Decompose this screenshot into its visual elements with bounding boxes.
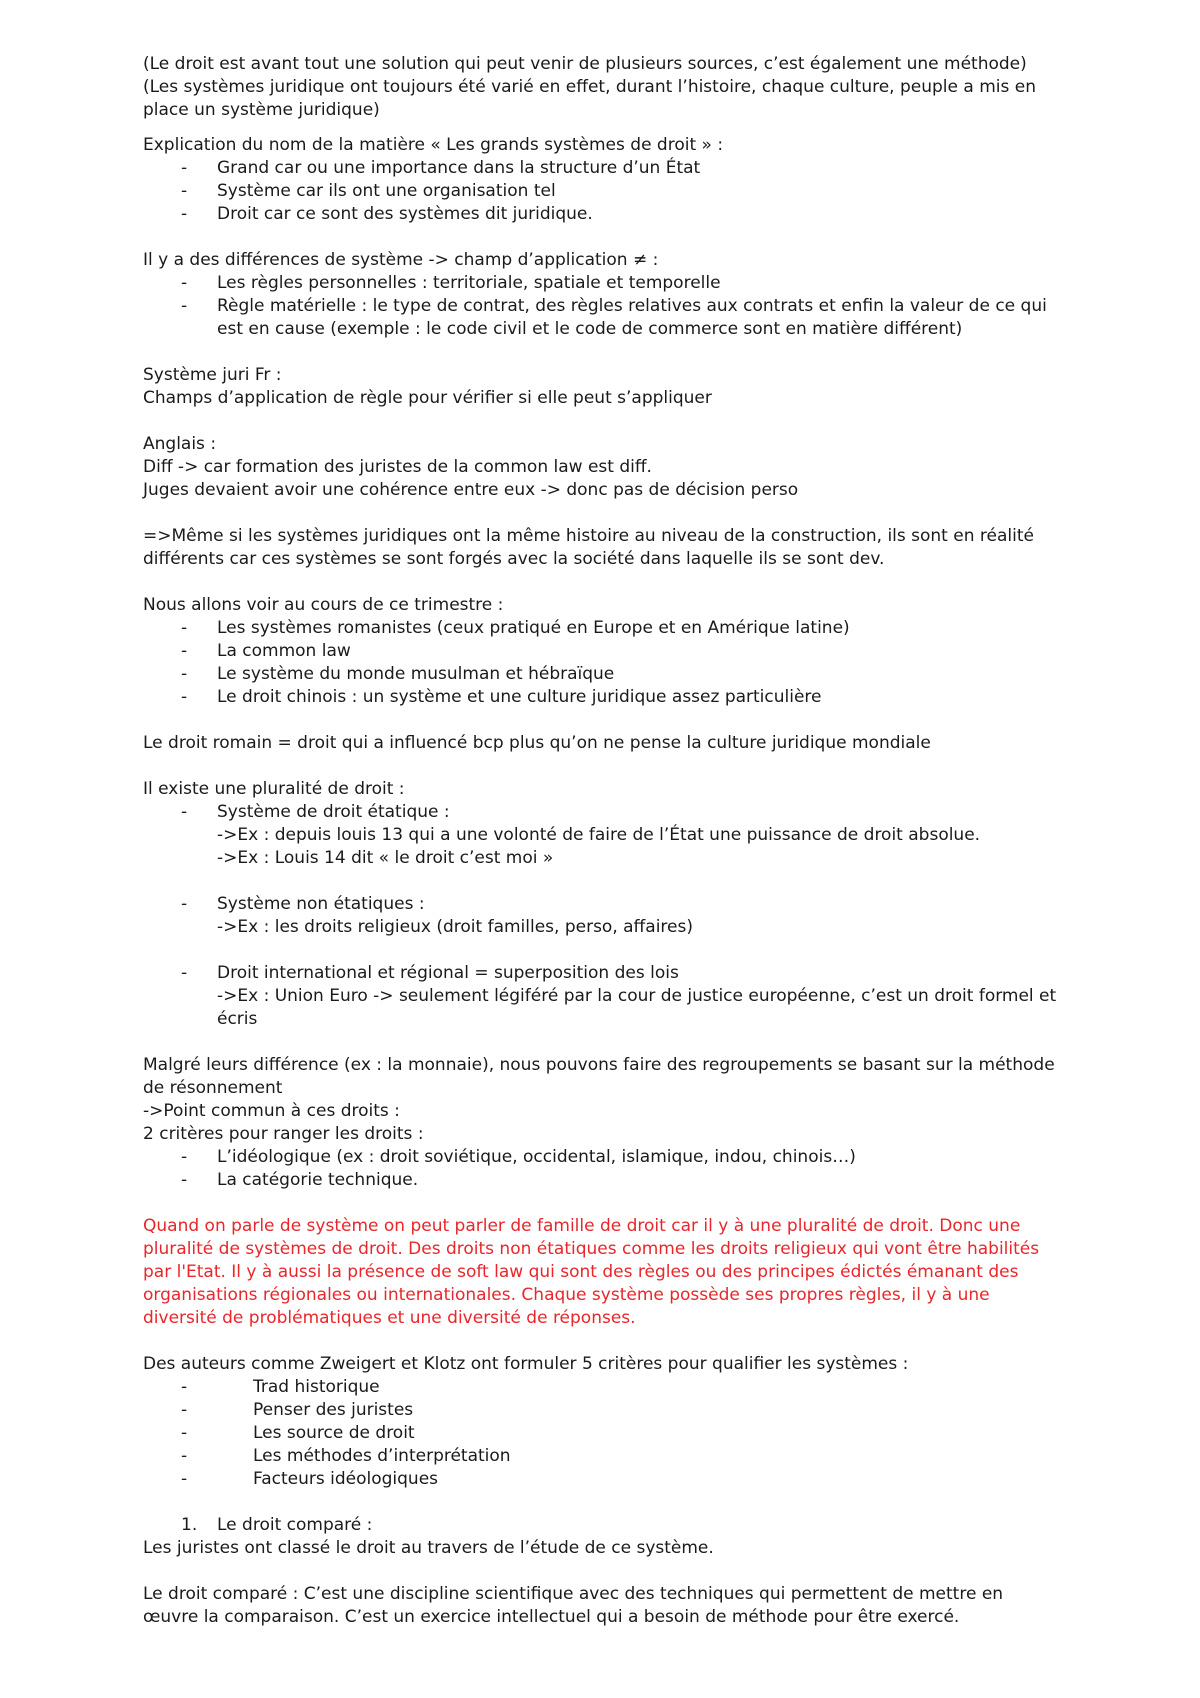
section-number: 1. [181,1515,198,1535]
list-item: - Les systèmes romanistes (ceux pratiqué en Europe et en Amérique latine) [181,618,850,638]
dash-bullet: - [181,641,188,661]
dash-bullet: - [181,618,188,638]
dash-bullet: - [181,894,188,914]
differences-list [143,272,1058,341]
differences-heading: Il y a des différences de système -> champ d’application ≠ : [143,250,659,270]
criteres-list [143,1146,1058,1192]
list-item: - Penser des juristes [181,1400,414,1420]
intro-paragraph: (Le droit est avant tout une solution qui peut venir de plusieurs sources, c’est également une méthode) (Les systèmes juridique ont toujours été varié en effet, durant l’histoire, chaque culture, peuple a mis en place un système juridique) [143,54,1036,120]
systeme-fr-line1: Système juri Fr : [143,365,282,385]
document-page [143,53,1058,1629]
list-item: - Le système du monde musulman et hébraïque [181,664,615,684]
pluralite-list [143,801,1058,1031]
anglais-line2: Diff -> car formation des juristes de la common law est diff. [143,457,652,477]
anglais-line1: Anglais : [143,434,217,454]
list-item: - L’idéologique (ex : droit soviétique, occidental, islamique, indou, chinois…) [181,1147,856,1167]
malgre-line2: ->Point commun à ces droits : [143,1101,400,1121]
dash-bullet: - [181,664,188,684]
list-item: - Système car ils ont une organisation tel [181,181,556,201]
explication-list [143,157,1058,226]
dash-bullet: - [181,1423,188,1443]
droit-compare-definition: Le droit comparé : C’est une discipline scientifique avec des techniques qui permettent de mettre en œuvre la comparaison. C’est un exercice intellectuel qui a besoin de méthode pour être exercé. [143,1584,1004,1627]
list-item: - Les source de droit [181,1423,415,1443]
droit-compare-line: Les juristes ont classé le droit au travers de l’étude de ce système. [143,1538,714,1558]
list-item: - Système non étatiques : ->Ex : les droits religieux (droit familles, perso, affaires) [181,894,693,937]
list-item: - Grand car ou une importance dans la structure d’un État [181,158,701,178]
list-item: - La common law [181,641,351,661]
malgre-line3: 2 critères pour ranger les droits : [143,1124,424,1144]
red-paragraph: Quand on parle de système on peut parler de famille de droit car il y à une pluralité de droit. Donc une pluralité de systèmes de droit. Des droits non étatiques comme les droits religieux qui vont être habilités par l'Etat. Il y à aussi la présence de soft law qui sont des règles ou des principes édictés émanant des organisations régionales ou internationales. Chaque système possède ses propres règles, il y à une diversité de problématiques et une diversité de réponses. [143,1216,1040,1328]
list-item: - Droit international et régional = superposition des lois ->Ex : Union Euro -> seulement légiféré par la cour de justice européenne, c’est un droit formel et écris [181,963,1057,1029]
list-item: - Le droit chinois : un système et une culture juridique assez particulière [181,687,822,707]
dash-bullet: - [181,1377,188,1397]
section-heading-droit-compare: 1. Le droit comparé : [181,1515,373,1535]
dash-bullet: - [181,204,188,224]
dash-bullet: - [181,687,188,707]
list-item: - Trad historique [181,1377,380,1397]
list-item: - Droit car ce sont des systèmes dit juridique. [181,204,593,224]
dash-bullet: - [181,1446,188,1466]
dash-bullet: - [181,1170,188,1190]
dash-bullet: - [181,181,188,201]
dash-bullet: - [181,158,188,178]
dash-bullet: - [181,296,188,316]
auteurs-heading: Des auteurs comme Zweigert et Klotz ont formuler 5 critères pour qualifier les systèmes : [143,1354,909,1374]
dash-bullet: - [181,963,188,983]
explication-heading: Explication du nom de la matière « Les grands systèmes de droit » : [143,135,724,155]
trimestre-heading: Nous allons voir au cours de ce trimestre : [143,595,504,615]
trimestre-list [143,617,1058,709]
systeme-fr-line2: Champs d’application de règle pour vérifier si elle peut s’appliquer [143,388,712,408]
list-item: - La catégorie technique. [181,1170,419,1190]
list-item: - Les méthodes d’interprétation [181,1446,511,1466]
auteurs-list [143,1376,1058,1491]
list-item: - Système de droit étatique : ->Ex : depuis louis 13 qui a une volonté de faire de l’État une puissance de droit absolue. ->Ex : Louis 14 dit « le droit c’est moi » [181,802,981,868]
dash-bullet: - [181,1469,188,1489]
dash-bullet: - [181,1147,188,1167]
malgre-line1: Malgré leurs différence (ex : la monnaie), nous pouvons faire des regroupements se basant sur la méthode de résonnement [143,1055,1055,1098]
dash-bullet: - [181,802,188,822]
anglais-line3: Juges devaient avoir une cohérence entre eux -> donc pas de décision perso [143,480,799,500]
droit-romain-line: Le droit romain = droit qui a influencé bcp plus qu’on ne pense la culture juridique mondiale [143,733,931,753]
list-item: - Les règles personnelles : territoriale, spatiale et temporelle [181,273,721,293]
dash-bullet: - [181,273,188,293]
list-item: - Facteurs idéologiques [181,1469,439,1489]
meme-si-paragraph: =>Même si les systèmes juridiques ont la même histoire au niveau de la construction, ils sont en réalité différents car ces systèmes se sont forgés avec la société dans laquelle ils se sont dev. [143,526,1034,569]
dash-bullet: - [181,1400,188,1420]
pluralite-heading: Il existe une pluralité de droit : [143,779,405,799]
list-item: - Règle matérielle : le type de contrat, des règles relatives aux contrats et enfin la valeur de ce qui est en cause (exemple : le code civil et le code de commerce sont en matière différent) [181,296,1047,339]
